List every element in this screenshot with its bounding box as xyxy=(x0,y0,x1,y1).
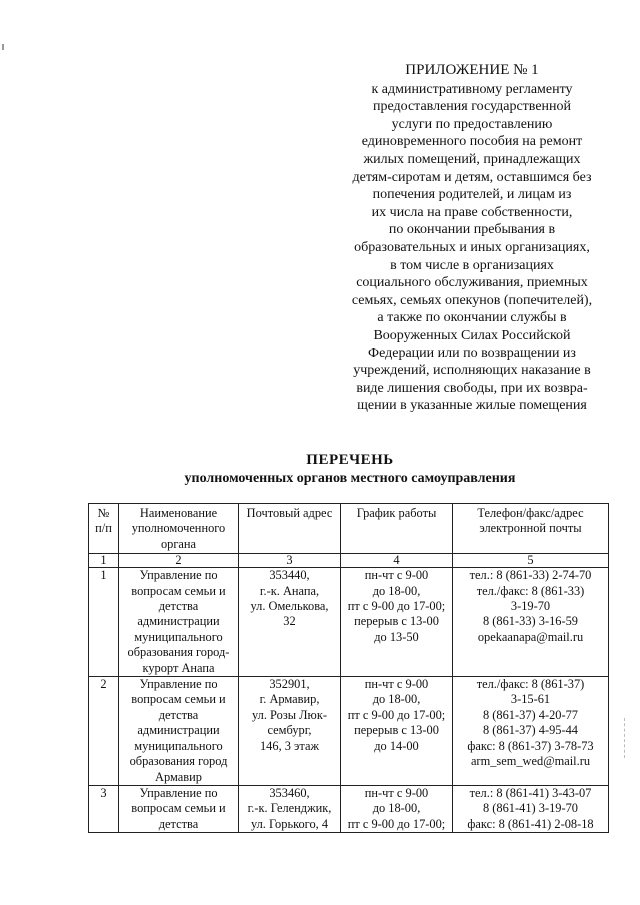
appendix-line: образовательных и иных организациях, xyxy=(354,239,590,255)
cell-line: 353460, xyxy=(269,785,310,800)
cell-line: 146, 3 этаж xyxy=(259,738,320,753)
work-schedule xyxy=(341,785,453,832)
scan-mark xyxy=(2,44,4,50)
appendix-line: Федерации или по возвращении из xyxy=(368,345,576,361)
header-text: органа xyxy=(160,536,197,551)
table-row xyxy=(89,677,609,786)
cell-line: тел./факс: 8 (861-37) xyxy=(476,677,585,692)
cell-line: вопросам семьи и xyxy=(131,801,226,816)
header-text: электронной почты xyxy=(479,521,582,536)
cell-line: детства xyxy=(158,599,199,614)
cell-line: муниципального xyxy=(134,738,223,753)
appendix-line: семьях, семьях опекунов (попечителей), xyxy=(351,292,593,308)
cell-line: детства xyxy=(158,707,199,722)
postal-address xyxy=(239,568,341,677)
appendix-label: ПРИЛОЖЕНИЕ № 1 xyxy=(405,62,539,78)
cell-line: г. Армавир, xyxy=(259,692,320,707)
header-text: График работы xyxy=(356,506,437,520)
cell-line: пт с 9-00 до 17-00; xyxy=(347,816,446,831)
row-number: 2 xyxy=(89,677,119,786)
cell-line: Управление по xyxy=(139,677,218,692)
cell-line: г.-к. Геленджик, xyxy=(247,801,332,816)
cell-line: пт с 9-00 до 17-00; xyxy=(347,707,446,722)
cell-line: ул. Горького, 4 xyxy=(250,816,329,831)
appendix-line: жилых помещений, принадлежащих xyxy=(363,151,581,167)
appendix-line: социального обслуживания, приемных xyxy=(356,275,588,291)
authority-name xyxy=(119,785,239,832)
header-schedule xyxy=(341,504,453,554)
cell-line: до 14-00 xyxy=(374,738,419,753)
appendix-line: в том числе в организациях xyxy=(390,257,554,273)
cell-line: 32 xyxy=(283,614,296,629)
cell-line: до 18-00, xyxy=(372,801,421,816)
cell-line: до 13-50 xyxy=(374,629,419,644)
appendix-line: учреждений, исполняющих наказание в xyxy=(353,363,591,379)
appendix-line: предоставления государственной xyxy=(372,99,572,115)
postal-address xyxy=(239,785,341,832)
column-number: 5 xyxy=(453,554,609,568)
cell-line: администрации xyxy=(137,723,220,738)
cell-line: факс: 8 (861-41) 2-08-18 xyxy=(467,816,594,831)
header-text: Наименование xyxy=(139,506,218,520)
cell-line: 8 (861-37) 4-95-44 xyxy=(483,723,578,738)
cell-line: Армавир xyxy=(155,769,202,784)
column-number-row xyxy=(89,554,609,568)
authorities-table xyxy=(88,503,609,833)
cell-line: пн-чт с 9-00 xyxy=(364,785,429,800)
cell-line: г.-к. Анапа, xyxy=(259,583,320,598)
header-text: уполномоченного xyxy=(131,521,226,536)
cell-line: перерыв с 13-00 xyxy=(354,614,439,629)
appendix-line: к административному регламенту xyxy=(371,81,573,97)
table-row xyxy=(89,568,609,677)
cell-line: вопросам семьи и xyxy=(131,692,226,707)
cell-line: ул. Розы Люк- xyxy=(252,707,327,722)
cell-line: ул. Омелькова, xyxy=(250,599,329,614)
cell-line: вопросам семьи и xyxy=(131,583,226,598)
contacts xyxy=(453,568,609,677)
cell-line: до 18-00, xyxy=(372,692,421,707)
cell-line: 8 (861-33) 3-16-59 xyxy=(483,614,578,629)
table-row xyxy=(89,785,609,832)
cell-line: пн-чт с 9-00 xyxy=(364,568,429,583)
cell-line: пн-чт с 9-00 xyxy=(364,677,429,692)
appendix-line: по окончании пребывания в xyxy=(388,222,556,238)
cell-line: Управление по xyxy=(139,568,218,583)
appendix-line: единовременного пособия на ремонт xyxy=(361,134,583,150)
contacts xyxy=(453,785,609,832)
cell-line: до 18-00, xyxy=(372,583,421,598)
header-text: № xyxy=(97,506,110,520)
appendix-line: детям-сиротам и детям, оставшимся без xyxy=(352,169,592,185)
column-number: 3 xyxy=(239,554,341,568)
email-address[interactable]: opekaanapa@mail.ru xyxy=(477,629,584,644)
title-line-2: уполномоченных органов местного самоуправления xyxy=(184,471,516,486)
cell-line: 8 (861-41) 3-19-70 xyxy=(483,801,578,816)
cell-line: 3-15-61 xyxy=(510,692,551,707)
document-title xyxy=(90,452,610,487)
appendix-line: щении в указанные жилые помещения xyxy=(357,398,587,414)
header-name xyxy=(119,504,239,554)
row-number: 1 xyxy=(89,568,119,677)
cell-line: факс: 8 (861-37) 3-78-73 xyxy=(467,738,594,753)
table-header-row xyxy=(89,504,609,554)
header-contacts xyxy=(453,504,609,554)
cell-line: 353440, xyxy=(269,568,310,583)
header-text: Почтовый адрес xyxy=(246,506,333,520)
authority-name xyxy=(119,568,239,677)
column-number: 2 xyxy=(119,554,239,568)
contacts xyxy=(453,677,609,786)
header-text: Телефон/факс/адрес xyxy=(477,506,584,520)
appendix-line: виде лишения свободы, при их возвра- xyxy=(356,380,588,396)
work-schedule xyxy=(341,677,453,786)
appendix-line: услуги по предоставлению xyxy=(391,116,553,132)
cell-line: курорт Анапа xyxy=(142,660,215,675)
cell-line: муниципального xyxy=(134,629,223,644)
work-schedule xyxy=(341,568,453,677)
cell-line: 352901, xyxy=(269,677,310,692)
email-address[interactable]: arm_sem_wed@mail.ru xyxy=(470,754,591,769)
appendix-header xyxy=(332,62,612,415)
cell-line: образования город xyxy=(129,754,228,769)
scan-margin-mark xyxy=(624,718,637,758)
cell-line: тел.: 8 (861-41) 3-43-07 xyxy=(469,785,592,800)
cell-line: пт с 9-00 до 17-00; xyxy=(347,599,446,614)
header-text: п/п xyxy=(95,521,112,536)
cell-line: сембург, xyxy=(267,723,312,738)
cell-line: 8 (861-37) 4-20-77 xyxy=(483,707,578,722)
cell-line: 3-19-70 xyxy=(510,599,551,614)
cell-line: администрации xyxy=(137,614,220,629)
cell-line: тел./факс: 8 (861-33) xyxy=(476,583,585,598)
cell-line: образования город- xyxy=(127,645,230,660)
authority-name xyxy=(119,677,239,786)
column-number: 4 xyxy=(341,554,453,568)
row-number: 3 xyxy=(89,785,119,832)
cell-line: детства xyxy=(158,816,199,831)
appendix-line: Вооруженных Силах Российской xyxy=(373,327,571,343)
cell-line: Управление по xyxy=(139,785,218,800)
header-address xyxy=(239,504,341,554)
column-number: 1 xyxy=(89,554,119,568)
header-number xyxy=(89,504,119,554)
appendix-line: попечения родителей, и лицам из xyxy=(372,187,572,203)
cell-line: перерыв с 13-00 xyxy=(354,723,439,738)
cell-line: тел.: 8 (861-33) 2-74-70 xyxy=(469,568,592,583)
appendix-line: а также по окончании службы в xyxy=(377,310,567,326)
title-line-1: ПЕРЕЧЕНЬ xyxy=(306,452,394,468)
appendix-line: их числа на праве собственности, xyxy=(371,204,573,220)
postal-address xyxy=(239,677,341,786)
